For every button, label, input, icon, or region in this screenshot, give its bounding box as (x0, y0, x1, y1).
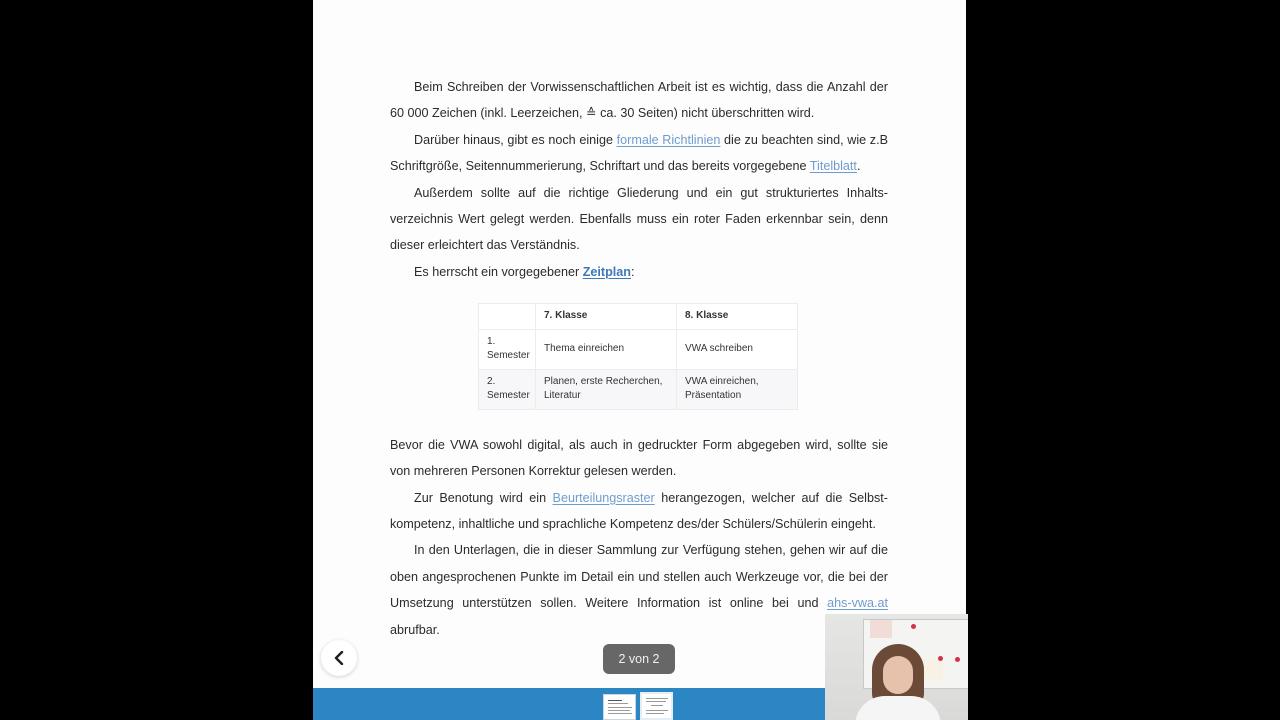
paragraph-text: herangezogen, welcher auf die Selbstkompetenz, inhaltliche und sprachliche Kompetenz des/der Schülers/Schülerin eingeht. (390, 490, 888, 531)
paragraph-text: . (856, 159, 861, 174)
link-formale-richtlinien[interactable]: formale Richtlinien (616, 132, 721, 147)
paragraph-text: In den Unterlagen, die in dieser Sammlung zur Verfügung stehen, gehen wir auf die oben angesprochenen Punkte im Detail ein und stellen auch Werkzeuge vor, die bei der Umsetzung unterstützen sollen. Weitere Information ist online bei und (390, 543, 888, 611)
paragraph-zeitplan (390, 259, 888, 285)
paragraph-text: Darüber hinaus, gibt es noch einige (414, 132, 617, 147)
schedule-table (478, 303, 798, 410)
table-row-label: 2. Semester (479, 369, 536, 409)
paragraph-text: die zu beachten sind, wie z.B Schriftgröße, Seitennummerierung, Schriftart und das bereits vorgegebene (390, 132, 888, 174)
paragraph-text: Es herrscht ein vorgegebener (414, 264, 583, 279)
page-indicator: 2 von 2 (603, 644, 675, 674)
link-titelblatt[interactable]: Titelblatt (809, 159, 857, 174)
table-row (479, 369, 798, 409)
table-cell: Thema einreichen (536, 329, 677, 369)
page-thumbnail-1[interactable] (603, 694, 636, 720)
link-ahs-vwa[interactable]: ahs-vwa.at (827, 596, 888, 611)
paragraph-benotung (390, 485, 888, 538)
link-zeitplan[interactable]: Zeitplan (582, 264, 631, 279)
document-page (390, 74, 888, 643)
paragraph-gliederung (390, 180, 888, 259)
paragraph-text: Außerdem sollte auf die richtige Gliederung und ein gut strukturiertes Inhaltsverzeichnis Wert gelegt werden. Ebenfalls muss ein roter Faden erkennbar sein, denn dieser erleichtert das Verständnis. (390, 185, 888, 253)
table-header-8-klasse: 8. Klasse (677, 304, 798, 330)
paragraph-zeichen-limit (390, 74, 888, 127)
table-row-label: 1. Semester (479, 329, 536, 369)
paragraph-text: : (631, 264, 635, 279)
paragraph-text: Beim Schreiben der Vorwissenschaftlichen Arbeit ist es wichtig, dass die Anzahl der 60 000 Zeichen (inkl. Leerzeichen, ≙ ca. 30 Seiten) nicht überschritten wird. (390, 80, 888, 121)
table-header-row (479, 304, 798, 330)
table-cell: Planen, erste Recherchen, Literatur (536, 369, 677, 409)
table-header-empty (479, 304, 536, 330)
paragraph-unterlagen (390, 537, 888, 643)
schedule-table-wrapper (478, 303, 798, 410)
webcam-overlay (825, 614, 968, 720)
paragraph-text: abrufbar. (390, 622, 440, 637)
link-beurteilungsraster[interactable]: Beurteilungsraster (552, 490, 655, 505)
presenter-face (883, 656, 913, 694)
table-header-7-klasse: 7. Klasse (536, 304, 677, 330)
table-cell: VWA schreiben (677, 329, 798, 369)
paragraph-korrektur (390, 432, 888, 485)
paragraph-text: Bevor die VWA sowohl digital, als auch in gedruckter Form abgegeben wird, sollte sie von mehreren Personen Korrektur gelesen werden. (390, 437, 888, 479)
document-viewer (313, 0, 966, 720)
table-cell: VWA einreichen, Präsentation (677, 369, 798, 409)
previous-page-button[interactable] (321, 640, 357, 676)
table-row (479, 329, 798, 369)
paragraph-formale-richtlinien (390, 127, 888, 180)
paragraph-text: Zur Benotung wird ein (414, 490, 553, 505)
page-thumbnail-2[interactable] (640, 692, 673, 720)
chevron-left-icon (333, 651, 345, 665)
